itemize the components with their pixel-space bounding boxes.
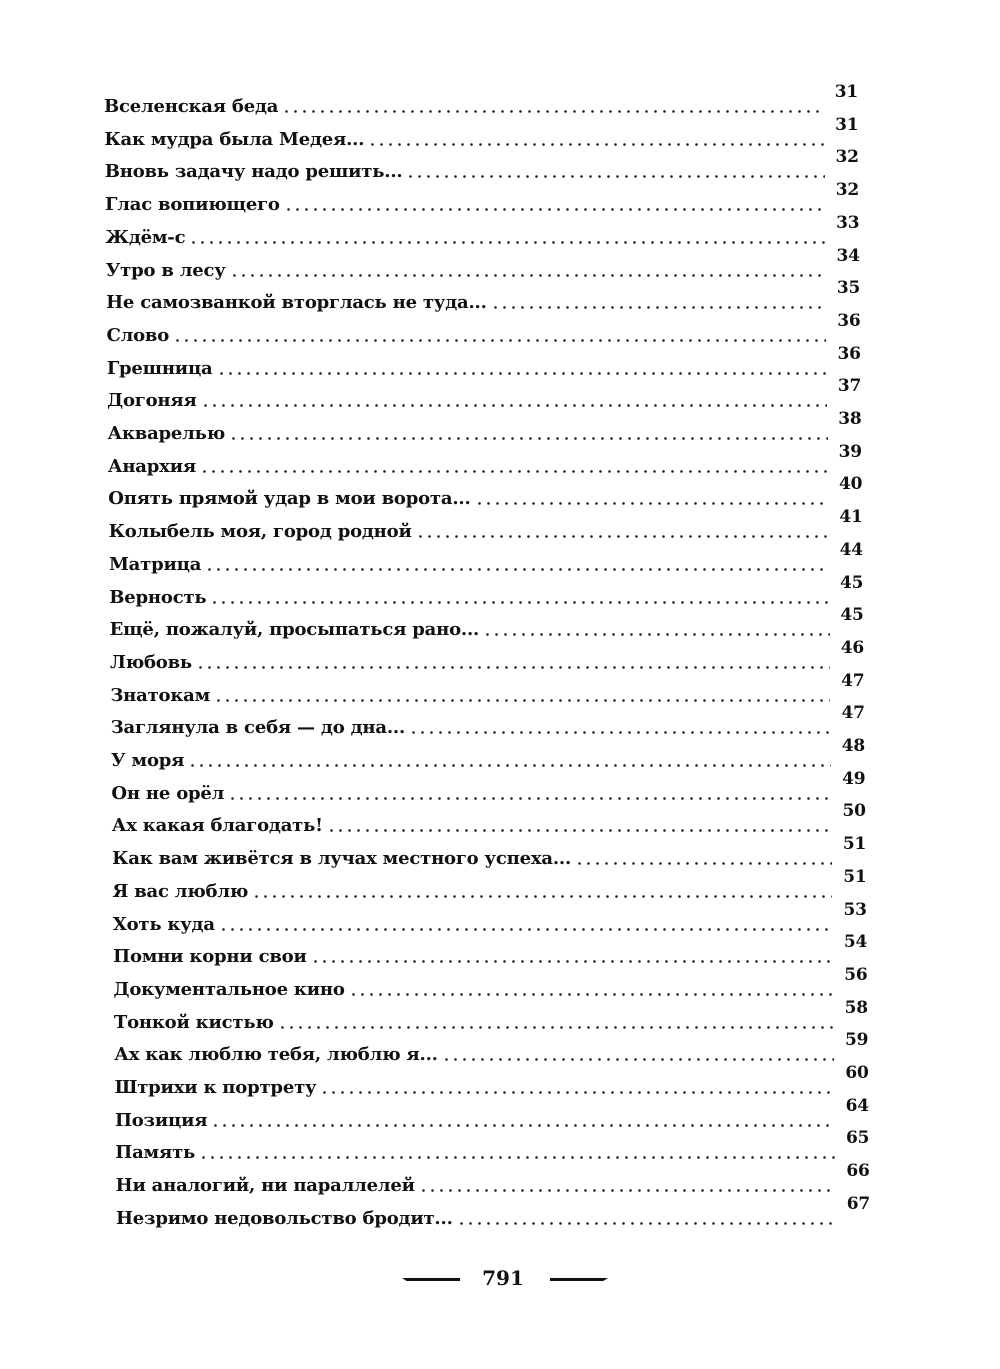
toc-entry — [108, 539, 863, 576]
toc-entry-title: Утро в лесу — [105, 259, 226, 281]
toc-entry-page: 38 — [838, 409, 862, 429]
toc-entry — [113, 997, 868, 1034]
toc-dot-leader — [211, 1124, 835, 1127]
toc-dot-leader — [201, 404, 828, 407]
toc-entry — [114, 1063, 869, 1099]
toc-entry-page: 66 — [846, 1161, 870, 1182]
toc-dot-leader — [416, 535, 829, 538]
toc-entry-page: 67 — [846, 1193, 870, 1214]
toc-entry — [106, 278, 861, 314]
toc-entry-page: 31 — [834, 82, 858, 102]
toc-dot-leader — [210, 601, 829, 604]
footer-right-rule — [550, 1278, 608, 1281]
toc-entry — [107, 441, 862, 478]
toc-entry-title: Ждём-с — [105, 226, 186, 248]
toc-entry-title: Незримо недовольство бродит... — [116, 1207, 453, 1229]
toc-entry-page: 65 — [846, 1128, 870, 1149]
toc-entry-page: 35 — [836, 278, 861, 299]
toc-entry-page: 45 — [840, 605, 864, 626]
toc-entry — [106, 310, 861, 347]
toc-dot-leader — [457, 1222, 836, 1225]
page-footer — [0, 1265, 1000, 1295]
toc-entry-title: Я вас люблю — [112, 880, 249, 902]
toc-dot-leader — [282, 110, 824, 113]
toc-entry — [108, 507, 863, 543]
toc-entry-title: Вселенская беда — [104, 96, 279, 117]
toc-entry-page: 32 — [835, 147, 859, 168]
toc-entry-page: 47 — [841, 703, 865, 724]
toc-entry-page: 48 — [841, 736, 866, 756]
toc-entry — [104, 147, 859, 183]
toc-entry — [116, 1193, 870, 1230]
toc-dot-leader — [284, 208, 825, 211]
toc-dot-leader — [205, 568, 829, 571]
toc-dot-leader — [406, 175, 824, 178]
toc-entry-title: Знатокам — [110, 684, 211, 706]
toc-entry-page: 54 — [843, 932, 868, 953]
toc-dot-leader — [311, 960, 834, 963]
toc-entry — [109, 572, 864, 609]
toc-dot-leader — [173, 339, 826, 342]
toc-entry — [105, 212, 860, 249]
toc-dot-leader — [575, 862, 832, 865]
toc-entry — [108, 474, 863, 510]
toc-entry — [105, 180, 860, 216]
toc-entry-title: Ах как люблю тебя, люблю я... — [114, 1044, 438, 1066]
toc-entry-title: Слово — [106, 324, 170, 346]
toc-entry-title: Глас вопиющего — [105, 194, 280, 216]
toc-entry — [112, 899, 867, 936]
toc-dot-leader — [252, 895, 832, 898]
toc-entry — [110, 637, 864, 674]
toc-entry-page: 33 — [836, 212, 860, 233]
toc-entry-title: Любовь — [110, 651, 192, 673]
toc-dot-leader — [320, 1091, 834, 1094]
toc-entry-page: 58 — [844, 997, 868, 1018]
toc-entry-page: 36 — [837, 343, 861, 364]
toc-entry-title: Память — [115, 1142, 196, 1164]
toc-entry-title: Как вам живётся в лучах местного успеха... — [112, 848, 572, 870]
toc-entry-title: Как мудра была Медея... — [104, 128, 365, 150]
toc-dot-leader — [278, 1026, 834, 1029]
toc-entry — [106, 343, 861, 380]
toc-entry-page: 32 — [835, 180, 860, 201]
page-number: 791 — [482, 1266, 524, 1290]
toc-entry-title: Верность — [109, 586, 207, 608]
toc-dot-leader — [229, 437, 828, 440]
toc-entry-page: 37 — [837, 376, 862, 397]
toc-entry — [112, 834, 867, 870]
toc-dot-leader — [219, 928, 833, 931]
toc-entry-title: У моря — [111, 750, 185, 771]
toc-entry-title: Ни аналогий, ни параллелей — [115, 1175, 415, 1197]
toc-dot-leader — [491, 306, 826, 309]
toc-entry-page: 31 — [835, 114, 859, 135]
toc-dot-leader — [199, 1156, 835, 1159]
toc-entry-page: 45 — [840, 572, 864, 593]
footer-left-rule — [402, 1278, 460, 1281]
toc-entry-page: 51 — [842, 834, 867, 855]
toc-entry — [111, 801, 866, 837]
toc-entry — [112, 866, 867, 903]
toc-dot-leader — [475, 502, 829, 505]
toc-entry-page: 46 — [840, 637, 864, 658]
toc-entry-page: 39 — [838, 441, 862, 462]
toc-dot-leader — [419, 1189, 836, 1192]
toc-entry-page: 34 — [836, 245, 860, 266]
toc-entry-page: 59 — [844, 1030, 869, 1051]
toc-entry — [113, 964, 868, 1001]
toc-dot-leader — [327, 829, 832, 832]
toc-entry-page: 47 — [841, 670, 865, 691]
toc-entry-title: Анархия — [107, 455, 196, 477]
toc-entry-title: Не самозванкой вторглась не туда... — [106, 292, 487, 314]
toc-dot-leader — [188, 764, 831, 767]
toc-dot-leader — [368, 143, 824, 146]
toc-entry-page: 56 — [844, 964, 868, 985]
toc-dot-leader — [228, 797, 831, 800]
toc-entry-title: Документальное кино — [113, 978, 345, 1000]
toc-dot-leader — [349, 993, 834, 996]
toc-dot-leader — [217, 372, 827, 375]
toc-dot-leader — [442, 1058, 835, 1061]
toc-entry — [114, 1030, 869, 1066]
toc-entry-page: 41 — [839, 507, 863, 528]
toc-dot-leader — [200, 470, 828, 473]
toc-entry-title: Колыбель моя, город родной — [108, 521, 412, 543]
toc-entry-title: Грешница — [106, 357, 213, 379]
toc-entry-title: Позиция — [114, 1109, 208, 1131]
toc-entry-page: 50 — [842, 801, 866, 822]
toc-entry-title: Штрихи к портрету — [114, 1077, 317, 1098]
toc-entry — [104, 82, 858, 118]
toc-entry-title: Заглянула в себя — до дна... — [110, 717, 406, 739]
toc-entry-title: Акварелью — [107, 423, 225, 444]
toc-dot-leader — [196, 666, 830, 669]
toc-entry — [107, 376, 862, 412]
toc-entry-title: Ещё, пожалуй, просыпаться рано... — [109, 619, 480, 641]
toc-entry-title: Ах какая благодать! — [111, 815, 323, 837]
toc-entry — [110, 670, 865, 707]
toc-entry — [105, 245, 860, 282]
toc-entry — [110, 703, 865, 739]
toc-entry-title: Хоть куда — [112, 913, 215, 935]
toc-entry-page: 51 — [843, 866, 867, 887]
toc-entry — [115, 1128, 870, 1164]
toc-entry-page: 44 — [839, 539, 863, 560]
toc-dot-leader — [230, 274, 826, 277]
toc-dot-leader — [189, 241, 825, 244]
toc-entry-title: Он не орёл — [111, 782, 225, 804]
toc-entry-page: 49 — [842, 768, 866, 789]
toc-dot-leader — [409, 731, 831, 734]
toc-dot-leader — [214, 699, 830, 702]
toc-entry-title: Тонкой кистью — [113, 1011, 274, 1033]
toc-entry — [107, 409, 862, 445]
toc-entry-page: 36 — [837, 310, 861, 331]
toc-entry-page: 64 — [845, 1095, 869, 1116]
toc-entry — [109, 605, 864, 641]
toc-entry — [114, 1095, 869, 1132]
toc-dot-leader — [483, 633, 830, 636]
toc-entry-page: 53 — [843, 899, 867, 920]
toc-entry-title: Помни корни свои — [113, 946, 307, 968]
toc-entry — [113, 932, 868, 968]
toc-entry-title: Опять прямой удар в мои ворота... — [108, 488, 471, 510]
toc-entry-page: 60 — [845, 1063, 869, 1083]
toc-entry — [115, 1161, 870, 1197]
toc-entry — [111, 768, 866, 805]
toc-entry — [104, 114, 859, 151]
toc-entry-title: Догоняя — [107, 390, 197, 412]
toc-entry-page: 40 — [838, 474, 863, 495]
toc-entry-title: Вновь задачу надо решить... — [104, 161, 403, 183]
toc-entry — [111, 736, 866, 772]
toc-entry-title: Матрица — [108, 553, 202, 575]
